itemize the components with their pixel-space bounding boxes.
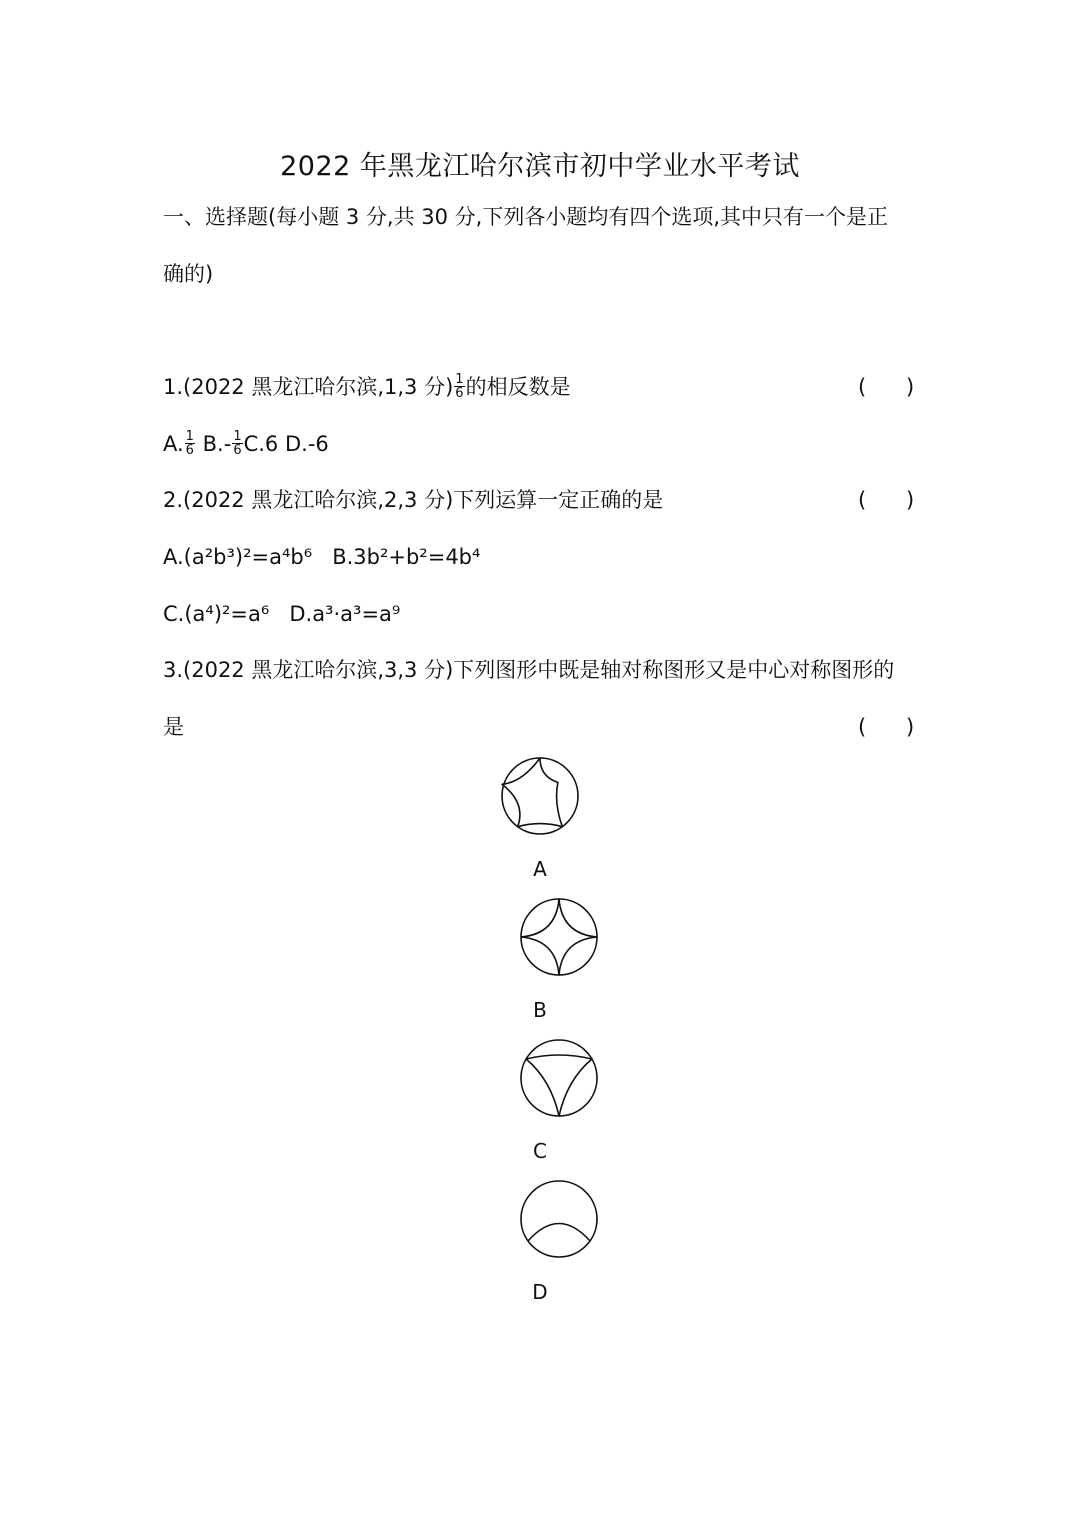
section-heading-line1: 一、选择题(每小题 3 分,共 30 分,下列各小题均有四个选项,其中只有一个是正 <box>163 205 888 229</box>
question-1-fraction <box>454 373 464 400</box>
answer-paren-open: ( <box>858 715 867 739</box>
figure-b-four-arc-star <box>518 896 600 978</box>
answer-paren-close: ) <box>906 488 915 512</box>
option-a: A.(a²b³)²=a⁴b⁶ <box>163 545 313 569</box>
option-c-d: C.6 D.-6 <box>243 432 329 456</box>
fraction-numerator: 1 <box>185 428 194 444</box>
question-1-options <box>163 429 329 459</box>
question-2-stem: 2.(2022 黑龙江哈尔滨,2,3 分)下列运算一定正确的是 <box>163 488 664 512</box>
option-d: D.a³·a³=a⁹ <box>289 602 401 626</box>
question-1-source: 1.(2022 黑龙江哈尔滨,1,3 分) <box>163 375 454 399</box>
figure-d-circle-single-arc <box>518 1178 600 1260</box>
option-b-fraction <box>232 430 242 457</box>
option-a-fraction <box>185 430 195 457</box>
figure-d-label: D <box>532 1280 548 1304</box>
figure-a-label: A <box>533 857 547 881</box>
question-3-stem-line1: 3.(2022 黑龙江哈尔滨,3,3 分)下列图形中既是轴对称图形又是中心对称图形的 <box>163 658 895 682</box>
option-a-label: A. <box>163 432 184 456</box>
section-heading-line2: 确的) <box>163 262 214 286</box>
answer-paren-open: ( <box>858 488 867 512</box>
figure-b-label: B <box>533 998 547 1022</box>
question-1-text: 的相反数是 <box>465 375 571 399</box>
answer-paren-close: ) <box>906 715 915 739</box>
fraction-denominator: 6 <box>233 442 242 458</box>
answer-paren-open: ( <box>858 375 867 399</box>
option-b: B.3b²+b²=4b⁴ <box>332 545 481 569</box>
fraction-numerator: 1 <box>233 428 242 444</box>
question-2-options-ab <box>163 542 480 572</box>
fraction-numerator: 1 <box>455 371 464 387</box>
option-b-label: B.- <box>202 432 232 456</box>
question-1-stem <box>163 372 571 402</box>
fraction-denominator: 6 <box>455 385 464 401</box>
question-3-stem-line2: 是 <box>163 715 184 739</box>
page-title: 2022 年黑龙江哈尔滨市初中学业水平考试 <box>280 151 800 182</box>
figure-c-label: C <box>533 1139 547 1163</box>
figure-a-five-arc-star <box>499 755 581 837</box>
fraction-denominator: 6 <box>185 442 194 458</box>
option-c: C.(a⁴)²=a⁶ <box>163 602 270 626</box>
figure-c-three-arc-triangle <box>518 1037 600 1119</box>
question-2-options-cd <box>163 599 400 629</box>
answer-paren-close: ) <box>906 375 915 399</box>
